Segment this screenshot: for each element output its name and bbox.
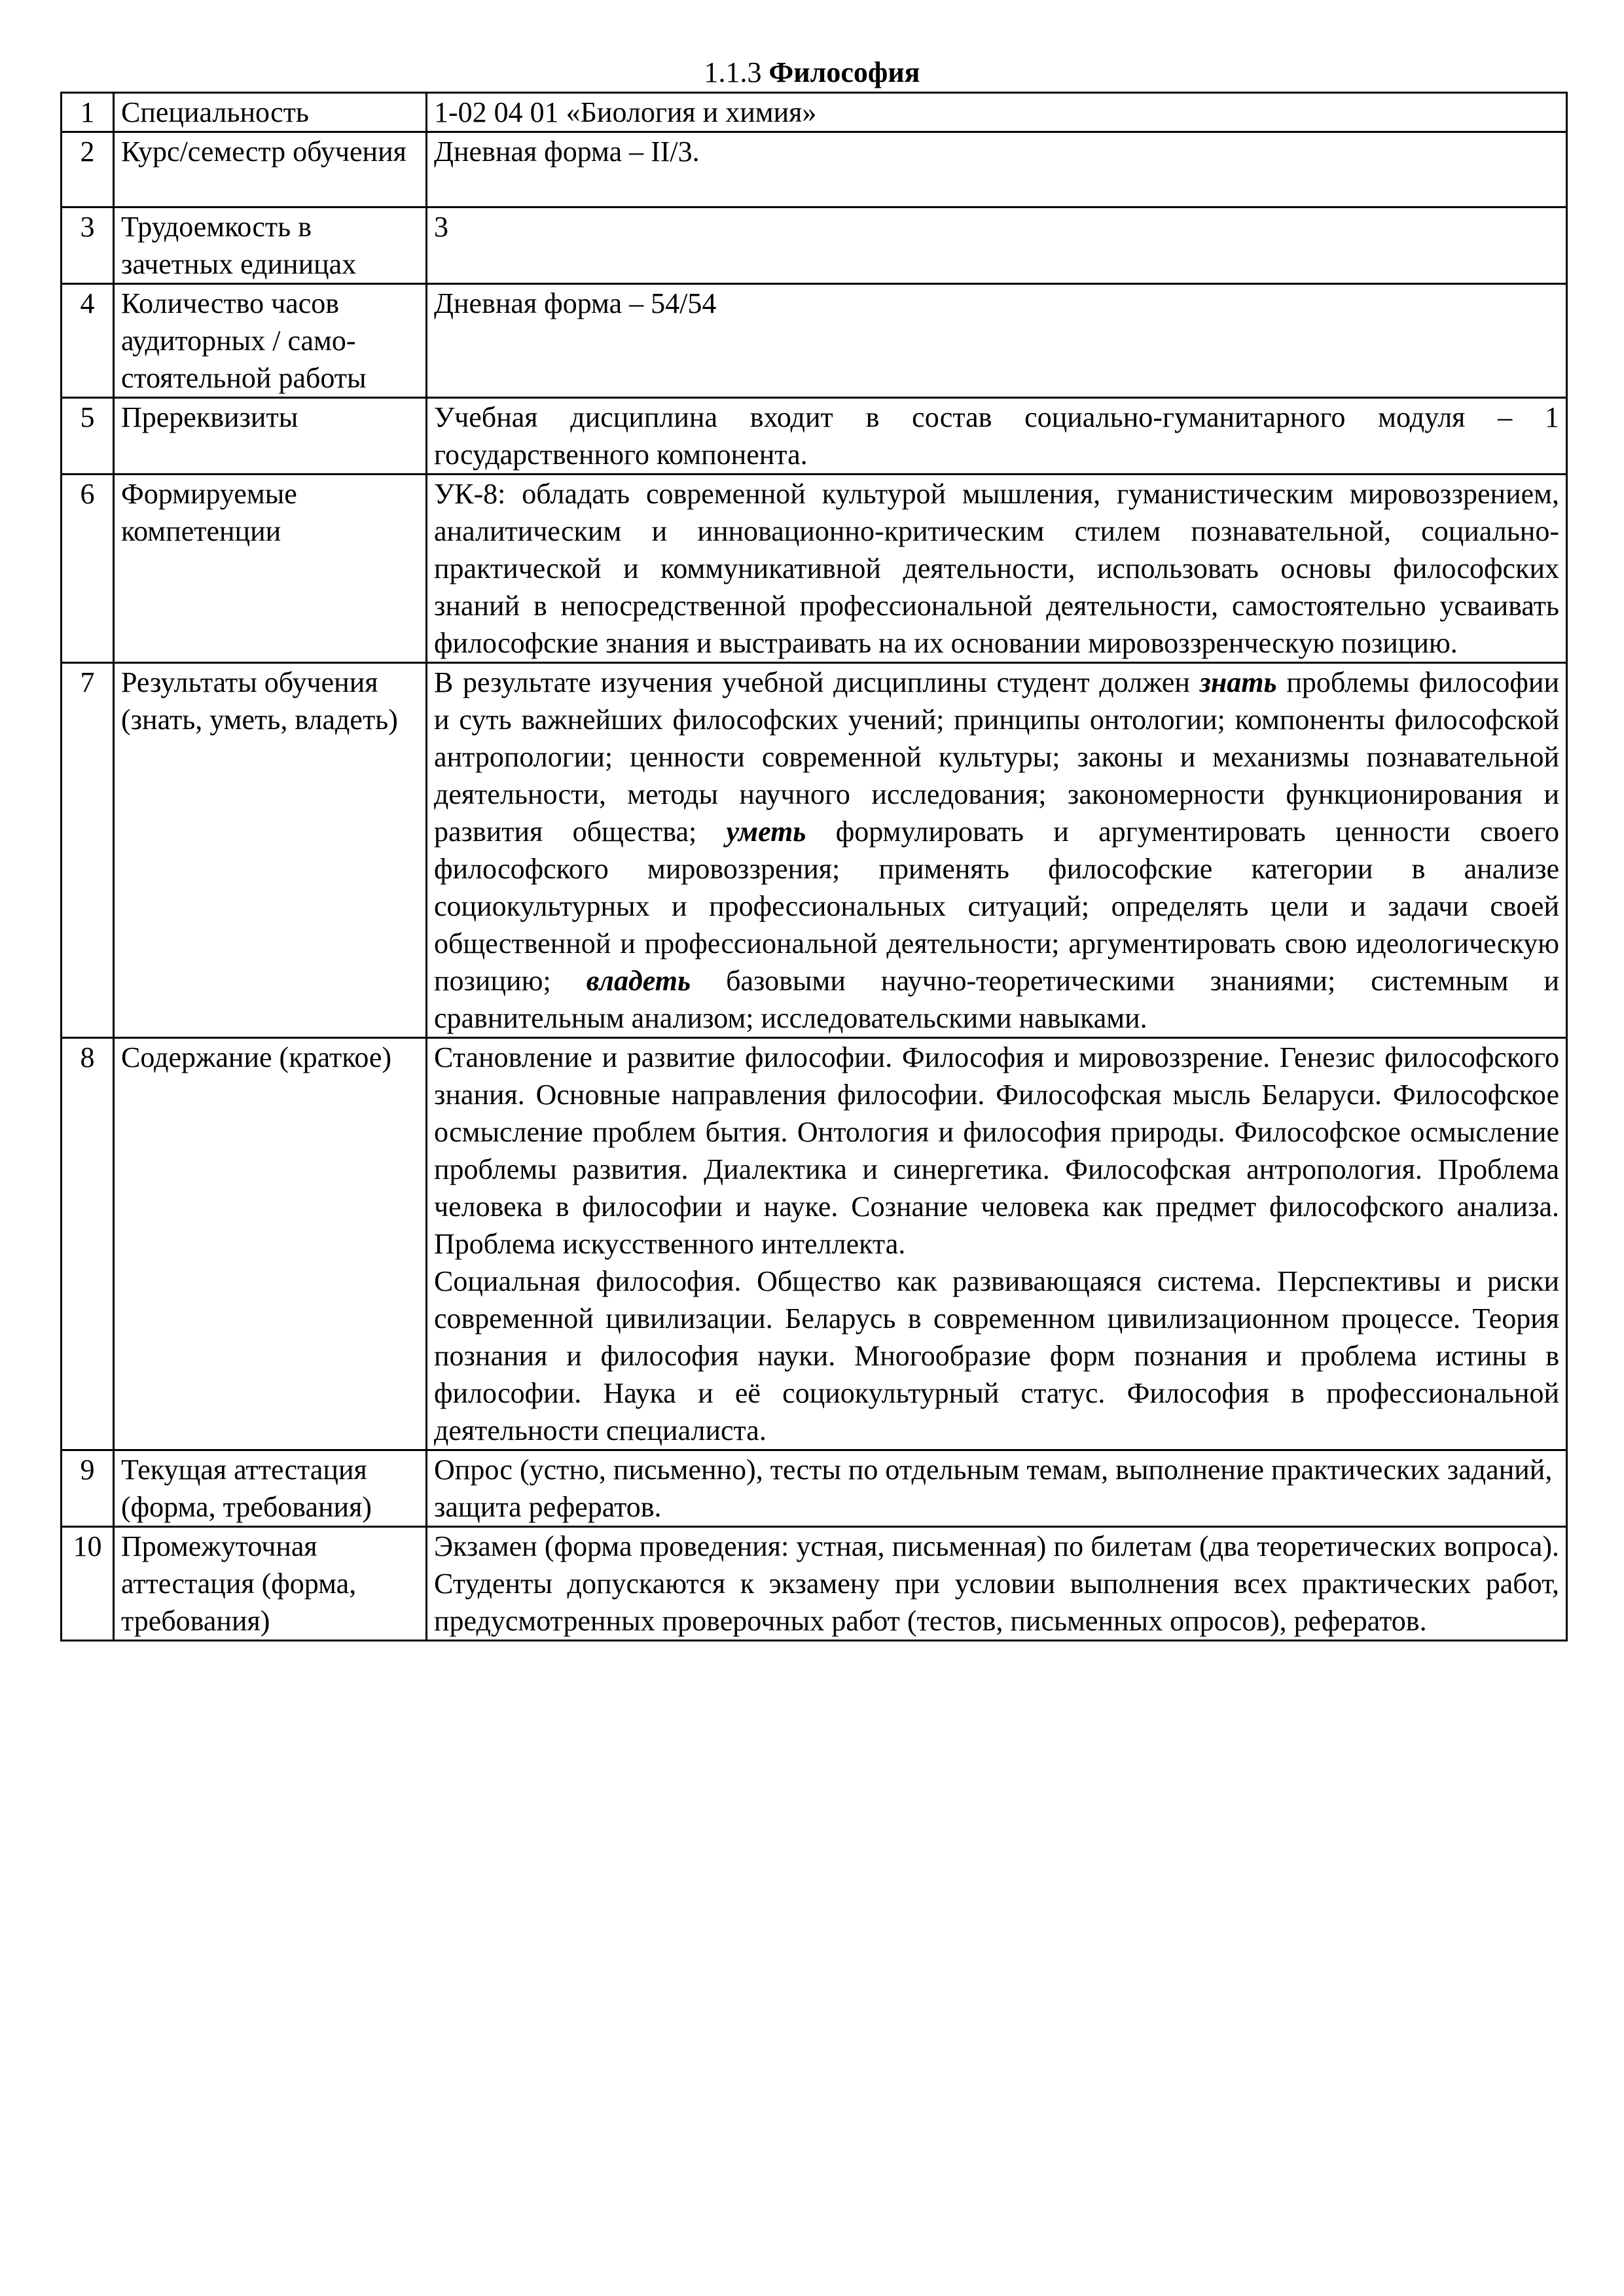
table-row [62, 1450, 1567, 1527]
row-number: 9 [62, 1450, 114, 1527]
row-name: Трудоемкость в зачетных единицах [114, 207, 427, 284]
value-text: проблемы философии и суть важнейших философских учений; принципы онтологии; компоненты философской антропологии; ценности современной культуры; законы и механизмы познавательной деятельности, методы научного исследования; закономерности функционирования и развития общества; [434, 666, 1559, 848]
row-value: 3 [427, 207, 1567, 284]
row-name: Формируемые компетенции [114, 475, 427, 663]
row-name: Курс/семестр обучения [114, 132, 427, 207]
row-number: 4 [62, 284, 114, 398]
content-paragraph: Социальная философия. Общество как развивающаяся система. Перспективы и риски современной цивилизации. Беларусь в современном цивилизационном процессе. Теория познания и философия науки. Многообразие форм познания и проблема истины в философии. Наука и её социокультурный статус. Философия в профессиональной деятельности специалиста. [434, 1265, 1559, 1446]
section-title: Философия [768, 56, 920, 88]
content-paragraph: Становление и развитие философии. Философия и мировоззрение. Генезис философского знания. Основные направления философии. Философская мысль Беларуси. Философское осмысление проблем бытия. Онтология и философия природы. Философское осмысление проблемы развития. Диалектика и синергетика. Философская антропология. Проблема человека в философии и науке. Сознание человека как предмет философского анализа. Проблема искусственного интеллекта. [434, 1041, 1559, 1260]
row-value [427, 663, 1567, 1038]
row-number: 8 [62, 1038, 114, 1450]
table-row [62, 93, 1567, 132]
keyword-know: знать [1199, 666, 1277, 698]
keyword-can: уметь [726, 816, 806, 848]
row-value: 1-02 04 01 «Биология и химия» [427, 93, 1567, 132]
row-value: УК-8: обладать современной культурой мышления, гуманистическим мировоззрением, аналитическим и инновационно-критическим стилем познавательной, социально-практической и коммуникативной деятельности, использовать основы философских знаний в непосредственной профессиональной деятельности, самостоятельно усваивать философские знания и выстраивать на их основании мировоззренческую позицию. [427, 475, 1567, 663]
row-name: Промежуточная аттестация (форма, требования) [114, 1527, 427, 1641]
table-row [62, 207, 1567, 284]
table-row [62, 475, 1567, 663]
table-row [62, 284, 1567, 398]
row-name: Количество часов аудиторных / само-стоятельной работы [114, 284, 427, 398]
row-number: 5 [62, 398, 114, 475]
row-name: Специальность [114, 93, 427, 132]
table-row [62, 663, 1567, 1038]
row-name: Пререквизиты [114, 398, 427, 475]
table-row [62, 132, 1567, 207]
section-heading [0, 54, 1624, 91]
value-text: базовыми научно-теоретическими знаниями; системным и сравнительным анализом; исследовательскими навыками. [434, 965, 1559, 1034]
row-value: Учебная дисциплина входит в состав социально-гуманитарного модуля – 1 государственного компонента. [427, 398, 1567, 475]
keyword-master: владеть [586, 965, 691, 997]
discipline-table [60, 92, 1568, 1641]
row-number: 6 [62, 475, 114, 663]
row-number: 3 [62, 207, 114, 284]
row-name: Содержание (краткое) [114, 1038, 427, 1450]
table-row [62, 1527, 1567, 1641]
row-value: Дневная форма – 54/54 [427, 284, 1567, 398]
value-text: формулировать и аргументировать ценности своего философского мировоззрения; применять философские категории в анализе социокультурных и профессиональных ситуаций; определять цели и задачи своей общественной и профессиональной деятельности; аргументировать свою идеологическую позицию; [434, 816, 1559, 997]
row-value [427, 1038, 1567, 1450]
row-number: 1 [62, 93, 114, 132]
value-text: В результате изучения учебной дисциплины студент должен [434, 666, 1200, 698]
row-number: 2 [62, 132, 114, 207]
table-row [62, 1038, 1567, 1450]
row-name: Результаты обучения (знать, уметь, владеть) [114, 663, 427, 1038]
row-number: 7 [62, 663, 114, 1038]
row-value: Дневная форма – II/3. [427, 132, 1567, 207]
row-value: Экзамен (форма проведения: устная, письменная) по билетам (два теоретических вопроса). Студенты допускаются к экзамену при условии выполнения всех практических работ, предусмотренных проверочных работ (тестов, письменных опросов), рефератов. [427, 1527, 1567, 1641]
row-name: Текущая аттестация (форма, требования) [114, 1450, 427, 1527]
table-row [62, 398, 1567, 475]
section-number: 1.1.3 [704, 56, 762, 88]
row-value: Опрос (устно, письменно), тесты по отдельным темам, выполнение практических заданий, защита рефератов. [427, 1450, 1567, 1527]
row-number: 10 [62, 1527, 114, 1641]
